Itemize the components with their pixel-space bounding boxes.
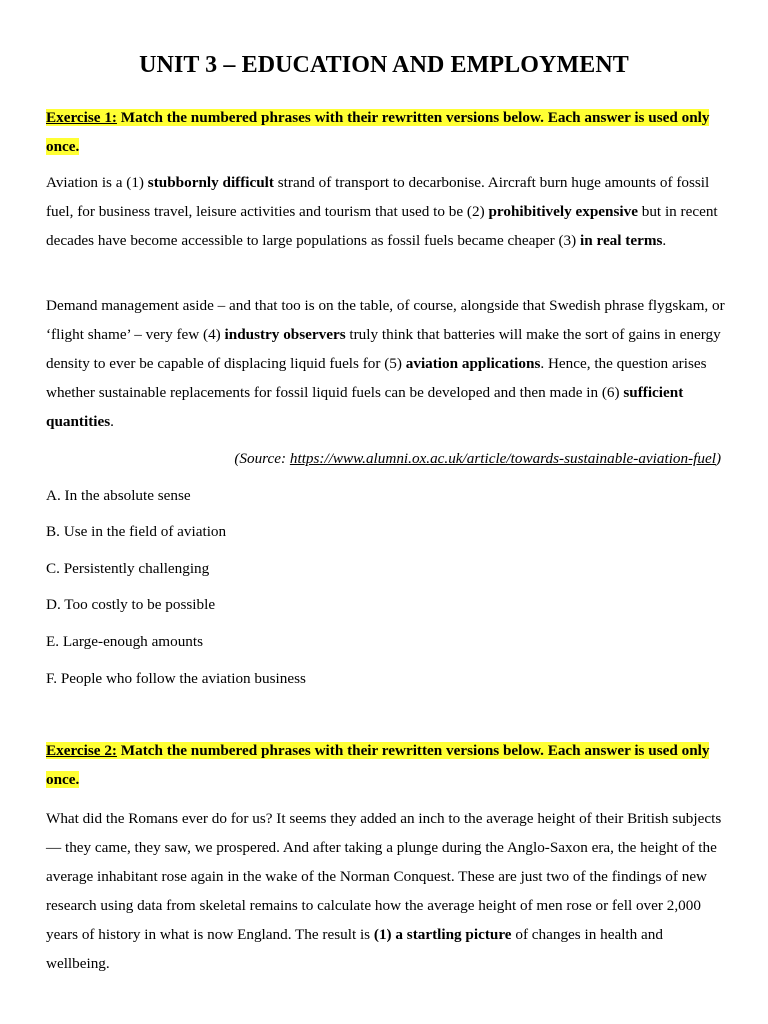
text-run: of changes in health and wellbeing. bbox=[46, 926, 663, 972]
source-prefix: (Source: bbox=[234, 450, 290, 467]
exercise-1-heading bbox=[46, 103, 728, 161]
page-title: UNIT 3 – EDUCATION AND EMPLOYMENT bbox=[139, 52, 629, 78]
option-f: F. People who follow the aviation business bbox=[46, 670, 306, 687]
exercise-2-label: Exercise 2: bbox=[46, 742, 117, 759]
source-suffix: ) bbox=[715, 450, 721, 467]
exercise-2-paragraph-1 bbox=[46, 804, 728, 978]
text-run: truly think that batteries will make the sort of gains in energy density to ever be capable of displacing liquid fuels for (5) bbox=[46, 326, 721, 372]
phrase-6: sufficient quantities bbox=[46, 384, 684, 430]
phrase-1: stubbornly difficult bbox=[147, 174, 274, 191]
text-run: strand of transport to decarbonise. Aircraft burn huge amounts of fossil fuel, for business travel, leisure activities and tourism that used to be (2) bbox=[46, 174, 710, 220]
source-citation bbox=[46, 449, 721, 469]
text-run: Aviation is a (1) bbox=[46, 174, 148, 191]
text-run: but in recent decades have become accessible to large populations as fossil fuels became cheaper (3) bbox=[46, 203, 718, 249]
exercise-1-paragraph-2 bbox=[46, 291, 728, 436]
exercise-1-paragraph-1 bbox=[46, 168, 728, 255]
phrase-3: in real terms bbox=[580, 232, 663, 249]
text-run: What did the Romans ever do for us? It seems they added an inch to the average height of their British subjects — they came, they saw, we prospered. And after taking a plunge during the Anglo-Saxon era, the height of the average inhabitant rose again in the wake of the Norman Conquest. These are just two of the findings of new research using data from skeletal remains to calculate how the average height of men rose or fell over 2,000 years of history in what is now England. The result is bbox=[46, 810, 722, 943]
exercise-1-instruction: Match the numbered phrases with their rewritten versions below. Each answer is used only once. bbox=[46, 109, 710, 155]
phrase-2: prohibitively expensive bbox=[488, 203, 638, 220]
phrase-4: industry observers bbox=[224, 326, 346, 343]
phrase-5: aviation applications bbox=[405, 355, 541, 372]
exercise-1-label: Exercise 1: bbox=[46, 109, 117, 126]
text-run: . bbox=[110, 413, 114, 430]
option-d: D. Too costly to be possible bbox=[46, 596, 216, 613]
option-e: E. Large-enough amounts bbox=[46, 633, 204, 650]
option-a: A. In the absolute sense bbox=[46, 487, 191, 504]
phrase-1: (1) a startling picture bbox=[373, 926, 512, 943]
text-run: Demand management aside – and that too is on the table, of course, alongside that Swedish phrase flygskam, or ‘flight shame’ – very few (4) bbox=[46, 297, 725, 343]
exercise-2-instruction: Match the numbered phrases with their rewritten versions below. Each answer is used only once. bbox=[46, 742, 710, 788]
option-b: B. Use in the field of aviation bbox=[46, 523, 227, 540]
source-link[interactable]: https://www.alumni.ox.ac.uk/article/towards-sustainable-aviation-fuel bbox=[289, 450, 716, 467]
option-c: C. Persistently challenging bbox=[46, 560, 210, 577]
text-run: . bbox=[662, 232, 667, 249]
exercise-2-heading bbox=[46, 736, 728, 794]
text-run: . Hence, the question arises whether sustainable replacements for fossil liquid fuels can be developed and then made in (6) bbox=[46, 355, 707, 401]
